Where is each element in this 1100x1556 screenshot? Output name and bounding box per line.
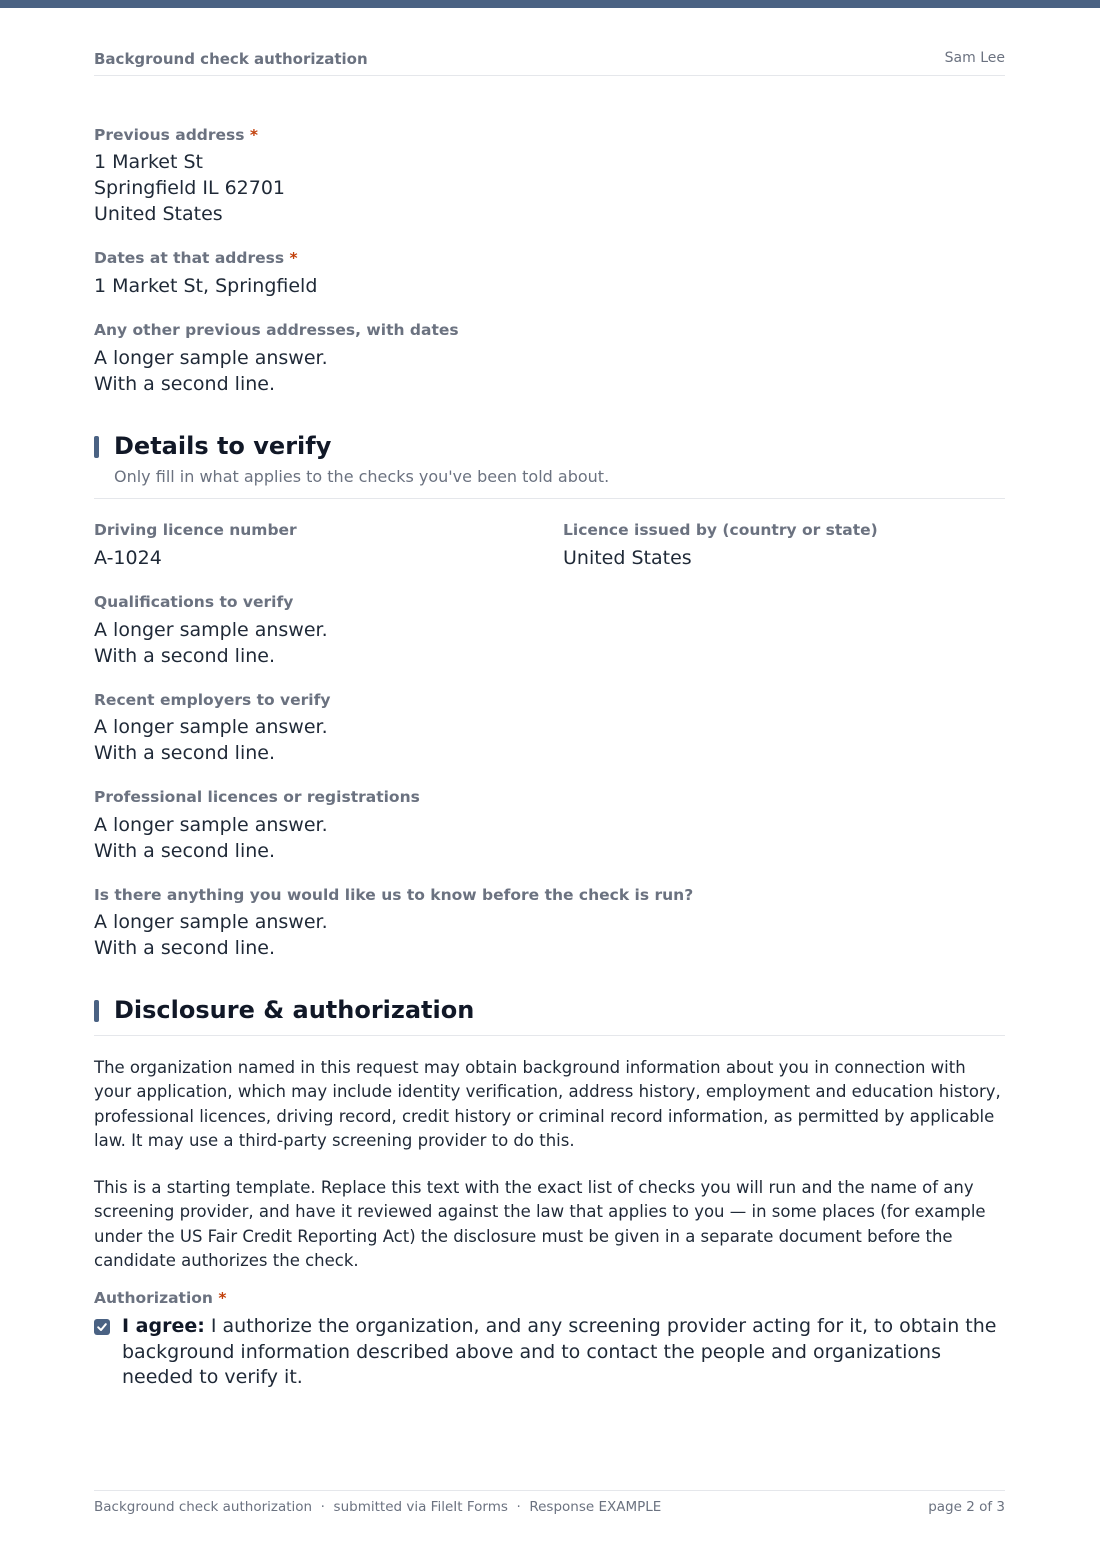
section-title-details: Details to verify xyxy=(114,432,332,460)
employers-value: A longer sample answer. With a second line. xyxy=(94,716,328,764)
qualifications-label: Qualifications to verify xyxy=(94,593,294,611)
section-divider xyxy=(94,498,1005,499)
dates-at-address-value: 1 Market St, Springfield xyxy=(94,275,318,297)
agree-statement: I authorize the organization, and any screening provider acting for it, to obtain the background information described above and to contact the people and organizations needed to verify it. xyxy=(122,1315,997,1389)
respondent-name: Sam Lee xyxy=(944,50,1005,66)
check-icon xyxy=(96,1321,108,1333)
authorization-checkbox[interactable] xyxy=(94,1319,110,1335)
required-marker: * xyxy=(289,249,298,267)
professional-licences-label: Professional licences or registrations xyxy=(94,788,420,806)
section-title-disclosure: Disclosure & authorization xyxy=(114,996,475,1024)
page-footer xyxy=(94,1490,1005,1515)
other-addresses-value: A longer sample answer. With a second line. xyxy=(94,347,328,395)
disclosure-paragraph-2: This is a starting template. Replace this text with the exact list of checks you will run and the name of any screening provider, and have it reviewed against the law that applies to you — in some places (for example under the US Fair Credit Reporting Act) the disclosure must be given in a separate document before the candidate authorizes the check. xyxy=(94,1178,986,1270)
authorization-label: Authorization * xyxy=(94,1289,227,1307)
licence-issuer-value: United States xyxy=(563,547,692,569)
section-subtitle-details: Only fill in what applies to the checks you've been told about. xyxy=(114,467,610,486)
employers-label: Recent employers to verify xyxy=(94,691,331,709)
required-marker: * xyxy=(218,1289,227,1307)
top-accent-bar xyxy=(0,0,1100,8)
anything-else-value: A longer sample answer. With a second line. xyxy=(94,911,328,959)
section-divider xyxy=(94,1035,1005,1036)
page-header xyxy=(94,48,1005,76)
driving-licence-label: Driving licence number xyxy=(94,521,297,539)
licence-issuer-label: Licence issued by (country or state) xyxy=(563,521,878,539)
dates-at-address-label: Dates at that address * xyxy=(94,249,298,267)
previous-address-value: 1 Market St Springfield IL 62701 United States xyxy=(94,151,286,225)
authorization-agree-text[interactable] xyxy=(122,1314,1002,1391)
disclosure-paragraph-1: The organization named in this request may obtain background information about you in connection with your application, which may include identity verification, address history, employment and education history, professional licences, driving record, credit history or criminal record information, as permitted by applicable law. It may use a third-party screening provider to do this. xyxy=(94,1058,1001,1150)
previous-address-label: Previous address * xyxy=(94,126,259,144)
driving-licence-value: A-1024 xyxy=(94,547,162,569)
qualifications-value: A longer sample answer. With a second line. xyxy=(94,619,328,667)
anything-else-label: Is there anything you would like us to know before the check is run? xyxy=(94,886,694,904)
professional-licences-value: A longer sample answer. With a second line. xyxy=(94,814,328,862)
form-title: Background check authorization xyxy=(94,50,368,68)
footer-info: Background check authorization · submitted via FileIt Forms · Response EXAMPLE xyxy=(94,1499,662,1515)
section-accent-bar xyxy=(94,436,99,458)
other-addresses-label: Any other previous addresses, with dates xyxy=(94,321,459,339)
required-marker: * xyxy=(249,126,259,144)
agree-bold-label: I agree: xyxy=(122,1315,205,1337)
page-number: page 2 of 3 xyxy=(928,1499,1005,1515)
section-accent-bar xyxy=(94,1000,99,1022)
